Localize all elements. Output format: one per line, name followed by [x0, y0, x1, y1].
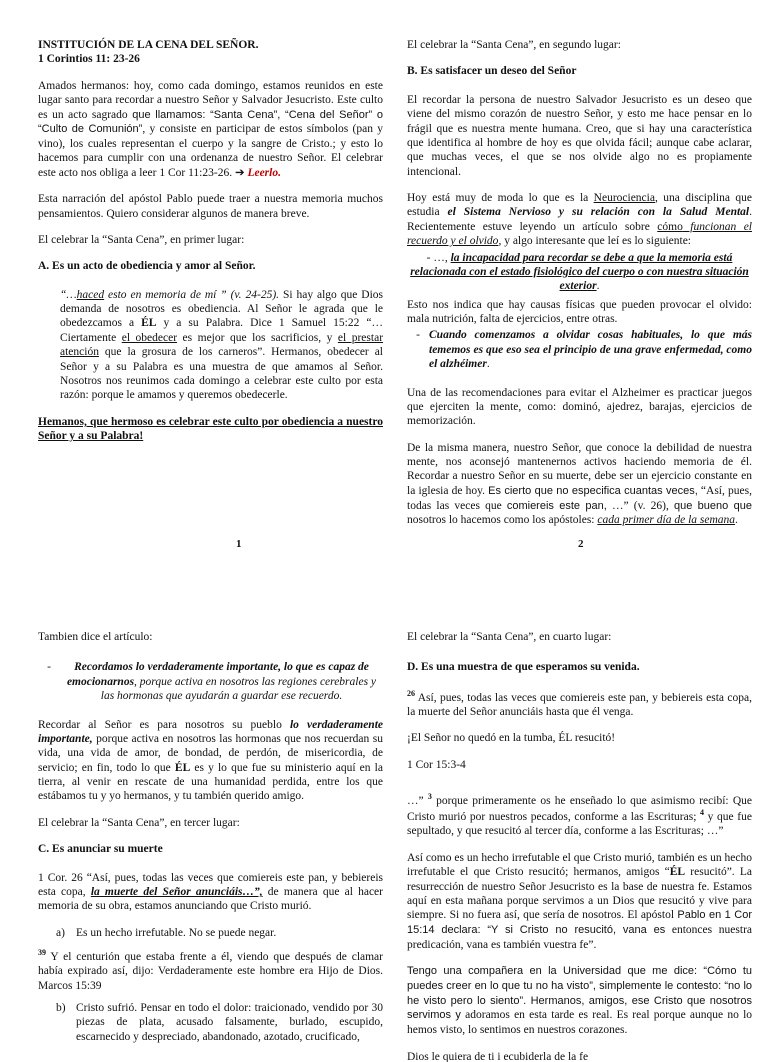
page-title — [38, 38, 383, 67]
item-a-marker: a) — [56, 926, 65, 939]
same-way-text-c: …” (v. 26), — [606, 499, 674, 512]
page-number-2: 2 — [578, 538, 584, 550]
neuro-text-b: , una disciplina que estudia — [407, 192, 752, 219]
intro-text-b: , y consiste en participar de estos símbolos (pan y vino), los cuales representan el cuerpo y la sangre de Cristo.; y esto lo hacemos para cumplir con una ordenanza de nuestro Señor. El celebrar este acto nos obliga a leer 1 Cor 11:23-26. ➔ — [38, 123, 383, 179]
heading-a: A. Es un acto de obediencia y amor al Señor. — [38, 260, 256, 273]
first-place-line: El celebrar la “Santa Cena”, en primer lugar: — [38, 233, 245, 246]
recordar-text-b: porque activa en nosotros las hormonas que nos recuerdan su vida, una vida de amor, de bondad, de perdón, de misericordia, de servicio; en fin, todo lo que — [38, 732, 383, 774]
primer-dia-underlined: cada primer día de la semana — [597, 514, 736, 527]
neuro-text-c: . Recientemente estuve leyendo un artículo sobre — [407, 206, 752, 233]
quote-memoria: esto en memoria de mí ” (v. 24-25). — [104, 288, 280, 301]
physical-causes-paragraph: Esto nos indica que hay causas físicas que pueden provocar el olvido: mala nutrición, falta de ejercicios, entre otras. — [407, 298, 752, 325]
same-way-sans-2: comiereis este pan, — [506, 499, 607, 512]
neuro-text-d: , y algo interesante que leí es lo siguiente: — [498, 235, 692, 248]
same-way-sans-3: que bueno que — [673, 499, 752, 512]
same-way-text-a: De la misma manera, nuestro Señor, que conoce la debilidad de nuestra mente, nos aconsejó mantenernos activos haciendo memoria de él. Recordar a nuestro Señor en su muerte, debe ser un ejercicio constante en la iglesia de hoy. — [407, 441, 752, 497]
bullet-alzheimer-end: . — [486, 358, 490, 371]
bullet-marker: - — [416, 329, 420, 342]
bullet-incapacidad-text: la incapacidad para recordar se debe a que la memoria está relacionada con el estado fisiológico del cuerpo o con nuestra situación exterior — [410, 251, 749, 293]
resurrection-exclamation: ¡El Señor no quedó en la tumba, ÉL resucitó! — [407, 732, 616, 745]
item-a-text: Es un hecho irrefutable. No se puede negar. — [76, 926, 277, 939]
list-item — [56, 1001, 383, 1044]
narration-paragraph: Esta narración del apóstol Pablo puede traer a nuestra memoria muchos pensamientos. Quiero considerar algunos de manera breve. — [38, 193, 383, 220]
also-says-line: Tambien dice el artículo: — [38, 631, 153, 643]
irrefutable-text-b: resucitó”. La resurrección de nuestro Señor Jesucristo es la base de nuestra fe. Estamos aquí en esta mañana porque servimos a un Dios que resucitó y vive para siempre. Si no fuera así, que sería de nosotros. El apóstol — [407, 866, 752, 922]
quote-open: “… — [60, 288, 77, 301]
centurion-paragraph — [38, 948, 383, 993]
anunciar-text-a: 1 Cor. 26 “Así, pues, todas las veces que comiereis este pan, y bebiereis esta copa, — [38, 871, 383, 898]
intro-text: Amados hermanos: hoy, como cada domingo, estamos reunidos en este lugar santo para recordar a nuestro Señor y Salvador Jesucristo. Este culto es un acto sagrado — [38, 79, 383, 121]
bullet-recordamos-bold: Recordamos lo verdaderamente importante, lo que es capaz de emocionarnos — [66, 661, 369, 688]
fourth-place-line: El celebrar la “Santa Cena”, en cuarto lugar: — [407, 631, 612, 643]
bullet-incapacidad-mark: - …, — [426, 251, 451, 264]
centurion-text: Y el centurión que estaba frente a él, viendo que después de clamar había expirado así, dijo: Verdaderamente este hombre era Hijo de Dios. Marcos 15:39 — [38, 950, 383, 992]
bullet-incapacidad — [407, 251, 752, 294]
heading-d: D. Es una muestra de que esperamos su venida. — [407, 661, 640, 674]
bullet-marker: - — [47, 661, 51, 674]
irrefutable-text-c: entonces nuestra predicación, vana es también vuestra fe”. — [407, 924, 752, 951]
bullet-incapacidad-end: . — [596, 280, 600, 293]
companion-text: adoramos en esta tarde es real. Es real porque aunque no lo hemos visto, lo sentimos en nuestros corazones. — [407, 1009, 753, 1037]
recommendation-paragraph: Una de las recomendaciones para evitar el Alzheimer es practicar juegos que ejerciten la mente, como: dominó, ajedrez, barajas, ejercicios de memorización. — [407, 386, 752, 428]
verse-number: 26 — [407, 688, 415, 698]
scripture-reference: 1 Corintios 11: 23-26 — [38, 53, 140, 66]
verse-number: 39 — [38, 948, 46, 957]
recordar-text-c: es y lo que fue su ministerio aquí en la tierra, al venir en rescate de una humanidad perdida, entre los que estábamos tu y yo hermanos, y tu también querido amigo. — [38, 761, 383, 803]
sermon-title: INSTITUCIÓN DE LA CENA DEL SEÑOR. — [38, 39, 259, 51]
leerlo-note: Leerlo. — [247, 166, 281, 179]
companion-paragraph — [407, 964, 752, 1037]
quote-text-a5: es mejor que los sacrificios, y — [177, 331, 338, 344]
el-emphasis: ÉL — [174, 761, 191, 774]
el-emphasis: ÉL — [141, 317, 157, 330]
same-way-end: . — [735, 514, 738, 527]
verse-number: 3 — [427, 792, 432, 802]
funcionan-underlined: funcionan el recuerdo y el olvido — [407, 220, 752, 248]
cut-off-line: Dios le quiera de ti i ecubiderla de la fe — [407, 1050, 589, 1062]
prestar-atencion-underlined: el prestar atención — [60, 331, 384, 359]
cor-15-quote — [407, 792, 752, 839]
el-emphasis: ÉL — [669, 866, 686, 879]
irrefutable-text-a: Así como es un hecho irrefutable el que Cristo murió, también es un hecho irrefutable el que Cristo resucitó; hermanos, amigos “ — [407, 851, 752, 879]
cor-15-open: …” — [407, 794, 428, 807]
cor-15-reference: 1 Cor 15:3-4 — [407, 758, 466, 771]
verse-number: 4 — [700, 808, 705, 818]
heading-c: C. Es anunciar su muerte — [38, 843, 163, 856]
obedecer-underlined: el obedecer — [121, 331, 178, 344]
recordar-text-a: Recordar al Señor es para nosotros su pueblo — [38, 718, 290, 731]
heading-b: B. Es satisfacer un deseo del Señor — [407, 65, 577, 78]
item-b-text: Cristo sufrió. Pensar en todo el dolor: traicionado, vendido por 30 piezas de plata, acusado falsamente, burlado, escupido, escarnecido y despreciado, abandonado, azotado, crucificado, — [76, 1001, 383, 1043]
sistema-nervioso-term: el Sistema Nervioso y su relación con la Salud Mental — [447, 206, 750, 219]
intro-paragraph — [38, 79, 383, 180]
page-3 — [38, 630, 383, 1052]
second-place-line: El celebrar la “Santa Cena”, en segundo lugar: — [407, 39, 621, 51]
closing-exhortation: Hemanos, que hermoso es celebrar este culto por obediencia a nuestro Señor y a su Palabra! — [38, 415, 383, 442]
quote-text-a6: que la grosura de los carneros”. Hermanos, obedecer al Señor y a su Palabra es una muestra de que amamos al Señor. Nosotros nos reunimos cada domingo a celebrar este culto por esta razón: porque le amamos y queremos obedecerle. — [60, 346, 383, 402]
irrefutable-paragraph — [407, 851, 752, 952]
neurociencia-term: Neurociencia — [593, 192, 655, 204]
page-number-1: 1 — [236, 538, 242, 550]
page-4 — [407, 630, 752, 1062]
bullet-alzheimer — [407, 328, 752, 371]
page-2 — [407, 38, 752, 540]
neuro-text-a: Hoy está muy de moda lo que es la — [407, 192, 594, 204]
neuroscience-paragraph — [407, 191, 752, 249]
item-list-a — [38, 926, 383, 940]
anunciar-text-b: de manera que al hacer memoria de su obra, estamos anunciando que Cristo murió. — [38, 885, 383, 913]
item-b-marker: b) — [56, 1001, 66, 1014]
quote-haced: haced — [76, 288, 105, 301]
same-way-paragraph — [407, 441, 752, 528]
recordar-paragraph — [38, 718, 383, 804]
bullet-alzheimer-text: Cuando comenzamos a olvidar cosas habituales, lo que más tememos es que eso sea el principio de una grave enfermedad, como el alzhéimer — [429, 329, 752, 371]
irrefutable-sans: Pablo en 1 Cor 15:14 declara: “Y si Cristo no resucitó, vana es — [407, 909, 753, 937]
cor-15-text-b: y que fue sepultado, y que resucitó al tercer día, conforme a las Escrituras; …” — [407, 811, 752, 838]
bullet-recordamos-italic: , porque activa en nosotros las regiones cerebrales y las hormonas que ayudarán a guardar ese recuerdo. — [100, 675, 377, 703]
muerte-anunciais: la muerte del Señor anunciáis…”, — [90, 885, 263, 898]
verse-26-text: Así, pues, todas las veces que comiereis este pan, y bebiereis esta copa, la muerte del Señor anunciáis hasta que él venga. — [407, 691, 752, 718]
como-underlined: cómo — [657, 220, 683, 233]
page-1 — [38, 38, 383, 455]
quote-text-a4: y a su Palabra. Dice 1 Samuel 15:22 “…Ciertamente — [60, 317, 383, 344]
bullet-recordamos — [38, 660, 383, 703]
intro-sans-text: que llamamos: “Santa Cena”, “Cena del Señor” o “Culto de Comunión” — [38, 108, 383, 136]
memory-paragraph: El recordar la persona de nuestro Salvador Jesucristo es un deseo que viene del mismo corazón de nuestro Señor, y esto me hace pensar en lo frágil que es nuestra mente humana. Creo, que si hay una característica que identifica al hombre de hoy es que olvida fácil; aunque cabe aclarar, que muchas veces, el que se nos olvide algo no es propiamente intencional. — [407, 93, 752, 178]
quote-paragraph-a — [60, 288, 383, 403]
item-list-b — [38, 1001, 383, 1044]
anunciar-paragraph — [38, 871, 383, 914]
verse-26-paragraph — [407, 689, 752, 720]
third-place-line: El celebrar la “Santa Cena”, en tercer lugar: — [38, 816, 240, 829]
list-item — [56, 926, 383, 940]
companion-sans: Tengo una compañera en la Universidad que me dice: “Cómo tu puedes creer en lo que tu no ha visto”, simplemente le contesto: “no lo he visto pero lo siento”. Hermanos, amigos, ese Cristo que nosotros servimos y — [407, 965, 752, 1022]
cor-15-text-a: porque primeramente os he enseñado lo que asimismo recibí: Que Cristo murió por nuestros pecados, conforme a las Escrituras; — [407, 794, 752, 824]
quote-text-a3: Si hay algo que Dios demanda de nosotros es obediencia. Al Señor le agrada que le obedezcamos a — [60, 288, 383, 330]
same-way-text-b: “Así, pues, todas las veces que — [407, 484, 752, 512]
same-way-sans-1: Es cierto que no especifica cuantas veces, — [488, 484, 698, 497]
same-way-text-d: nosotros lo hacemos como los apóstoles: — [407, 514, 598, 527]
verdaderamente-importante: lo verdaderamente importante, — [38, 718, 384, 745]
